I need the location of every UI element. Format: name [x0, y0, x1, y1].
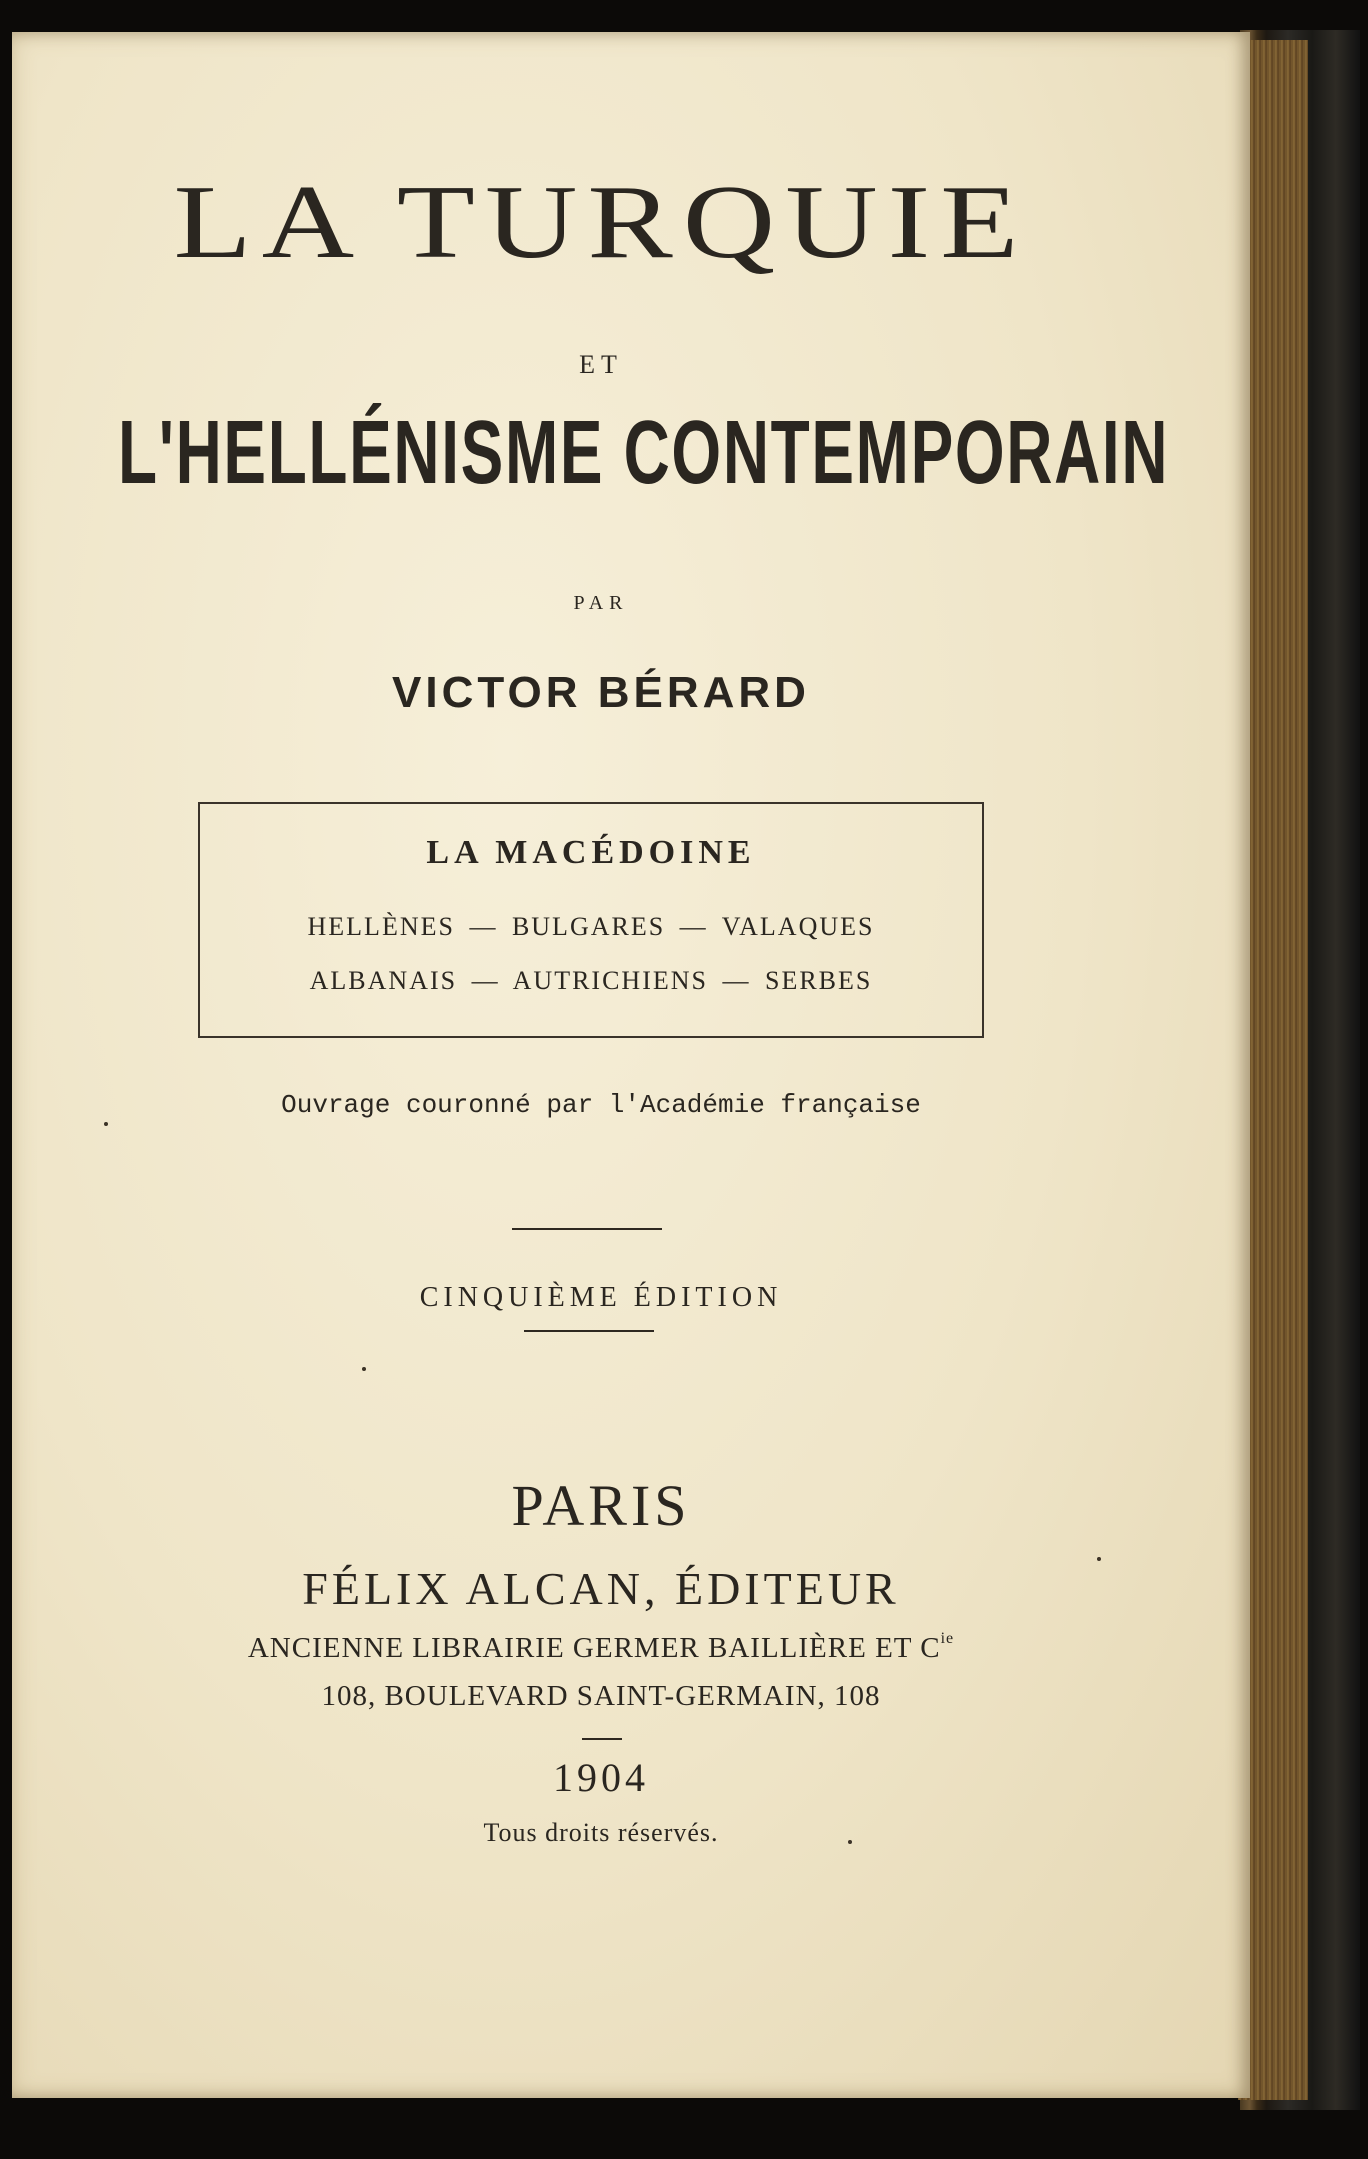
book-title: LA TURQUIE — [173, 163, 1029, 281]
imprint-city: PARIS — [511, 1473, 691, 1538]
volume-box — [198, 802, 984, 1038]
imprint-address-text: ANCIENNE LIBRAIRIE GERMER BAILLIÈRE ET C — [247, 1632, 941, 1664]
imprint-address-line-2: 108, BOULEVARD SAINT-GERMAIN, 108 — [321, 1680, 881, 1712]
volume-topics-line-1: HELLÈNES — BULGARES — VALAQUES — [307, 912, 875, 941]
paper-speck — [362, 1367, 366, 1371]
book-subtitle: L'HELLÉNISME CONTEMPORAIN — [118, 401, 1170, 503]
imprint-address-sup: ie — [940, 1630, 955, 1647]
by-label: PAR — [573, 592, 629, 614]
rule-upper — [512, 1228, 662, 1230]
edition-label: CINQUIÈME ÉDITION — [419, 1282, 783, 1313]
paper-speck — [848, 1840, 852, 1844]
title-conjunction: ET — [579, 350, 623, 379]
imprint-rights: Tous droits réservés. — [483, 1818, 719, 1847]
paper-speck — [1097, 1557, 1101, 1561]
imprint-year: 1904 — [553, 1755, 649, 1800]
volume-heading: LA MACÉDOINE — [426, 834, 756, 871]
paper-speck — [104, 1122, 108, 1126]
title-page — [12, 32, 1250, 2098]
imprint-address-line-1 — [12, 1630, 1190, 1665]
imprint-publisher: FÉLIX ALCAN, ÉDITEUR — [302, 1563, 900, 1614]
rule-lower — [524, 1330, 654, 1332]
rule-short — [582, 1738, 622, 1740]
author-name: VICTOR BÉRARD — [392, 668, 810, 717]
award-note: Ouvrage couronné par l'Académie française — [281, 1090, 921, 1120]
volume-topics-line-2: ALBANAIS — AUTRICHIENS — SERBES — [309, 966, 873, 995]
